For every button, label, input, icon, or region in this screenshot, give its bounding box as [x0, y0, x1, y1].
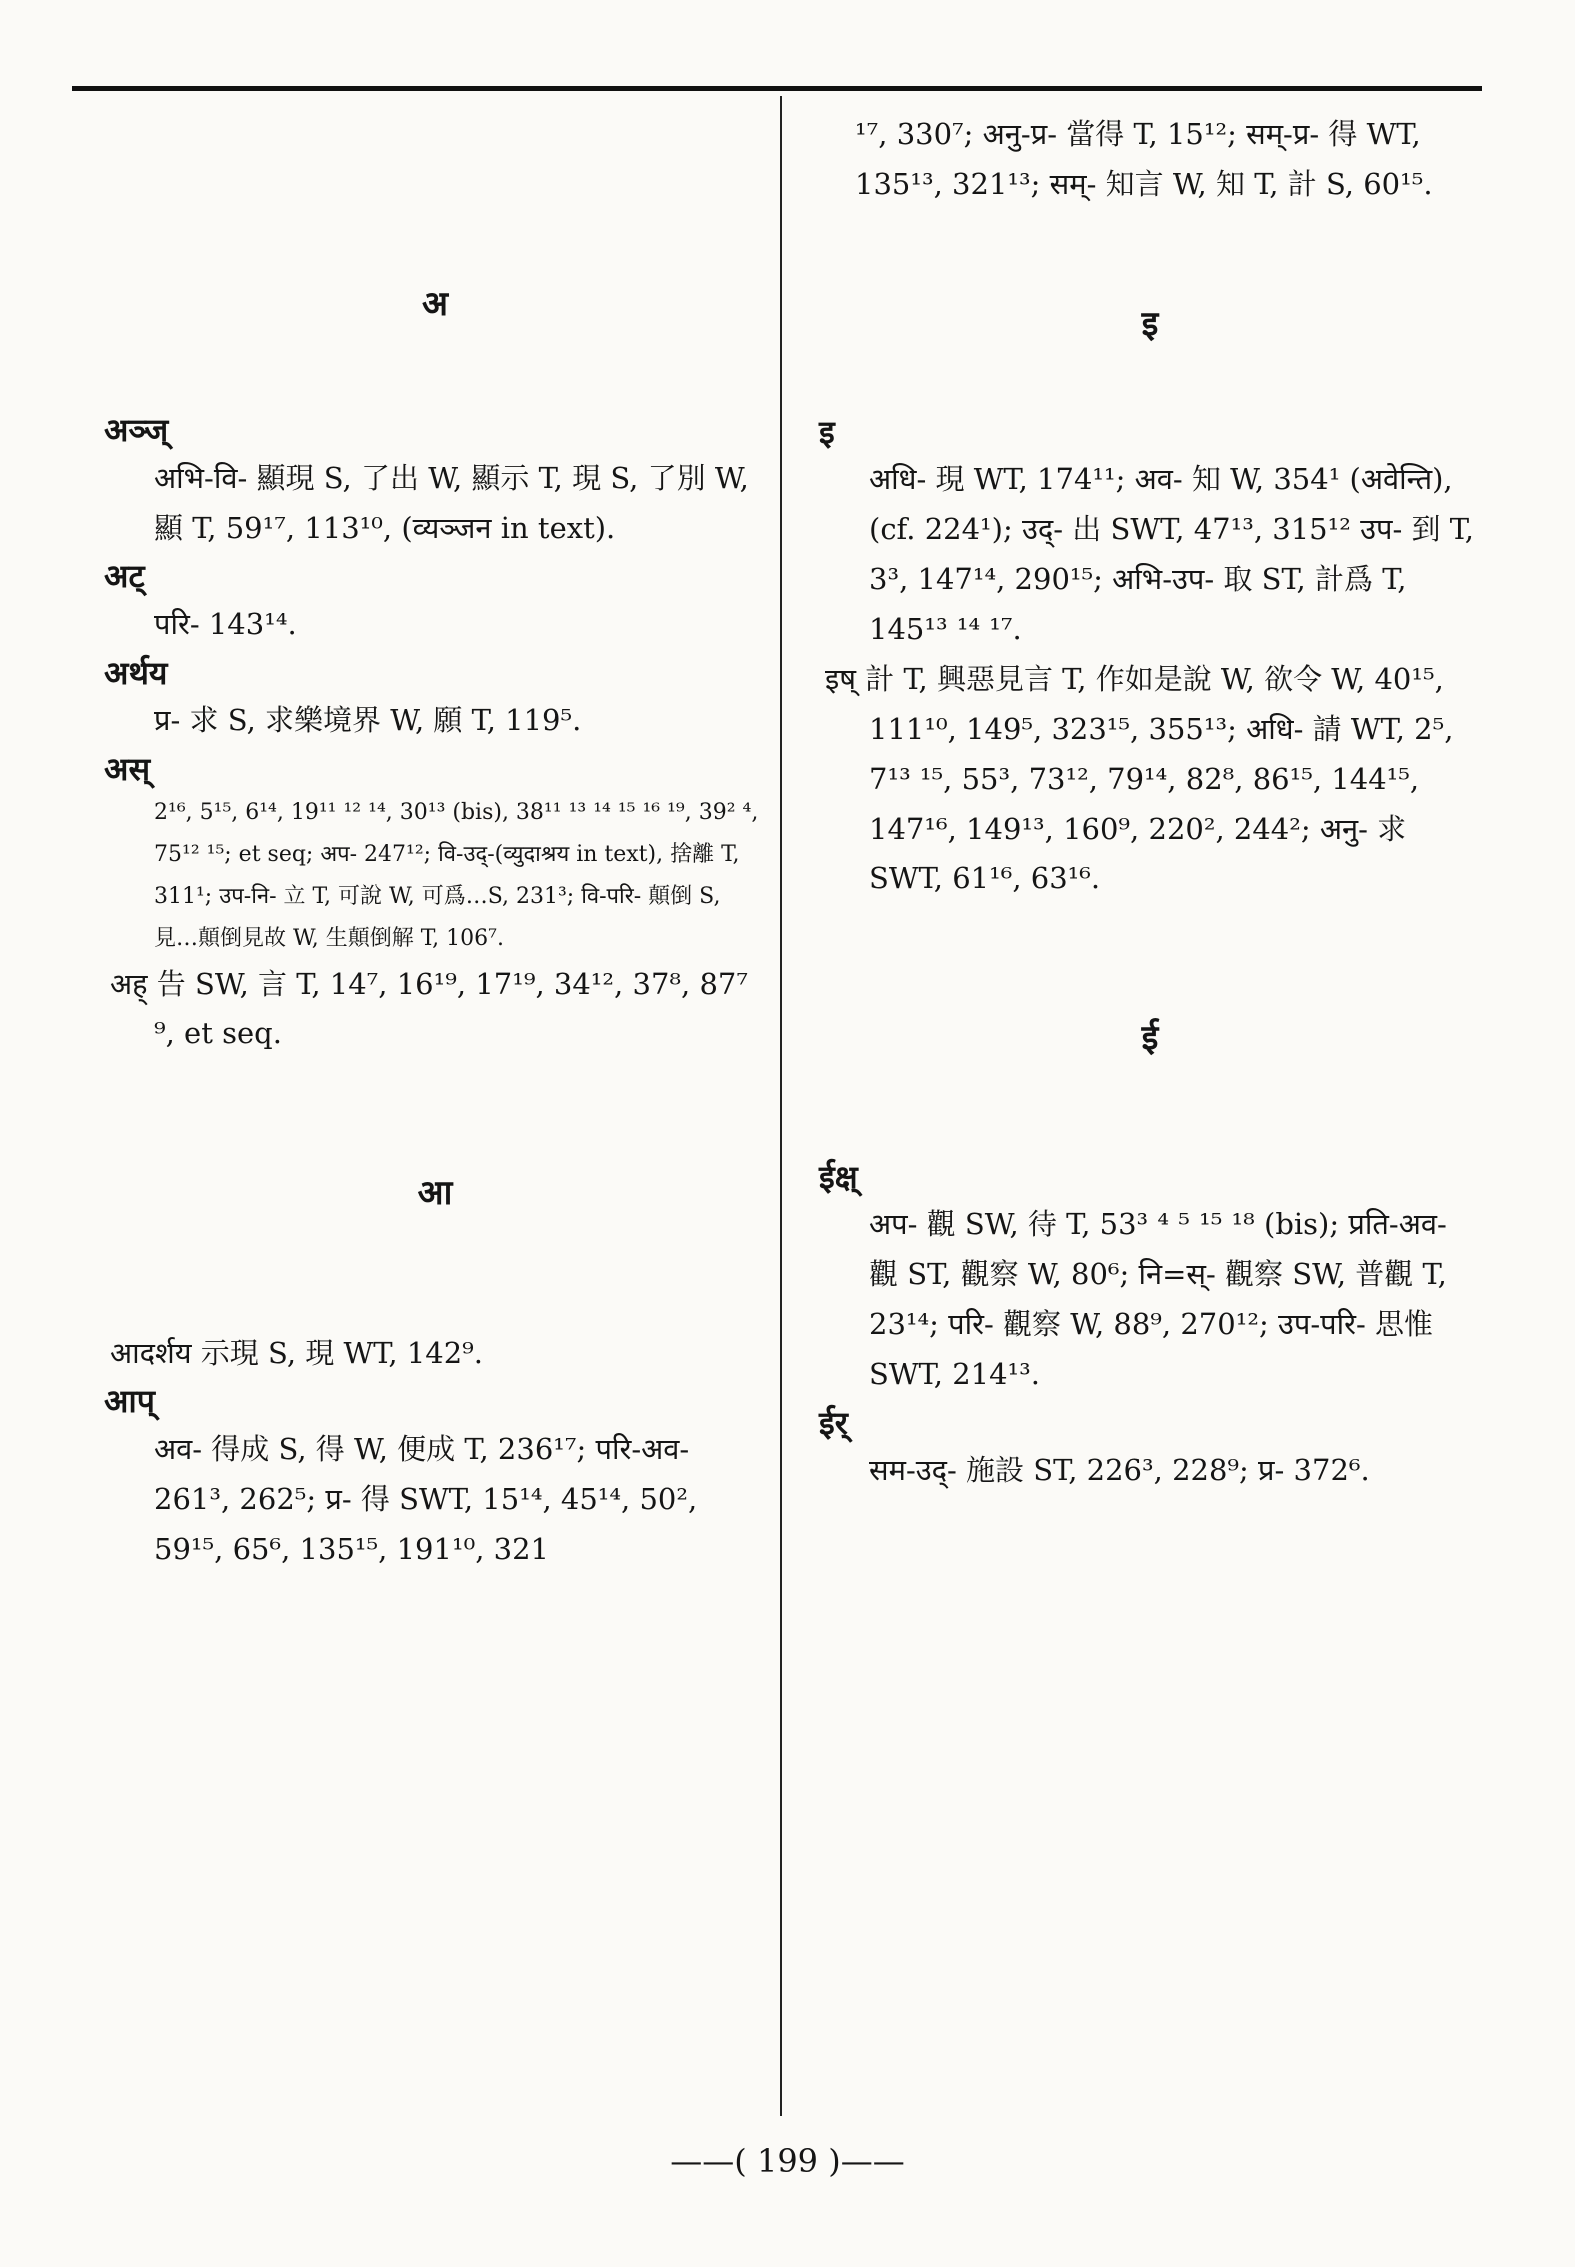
- root-iksh: ईक्ष्: [819, 1157, 858, 1196]
- column-divider: [780, 96, 782, 2116]
- entry-ish: इष् 計 T, 興惡見言 T, 作如是說 W, 欲令 W, 40¹⁵, 111¹⁰, 149⁵, 323¹⁵, 355¹³; अधि- 請 WT, 2⁵, 7¹³ ¹⁵, 55³, 73¹², 79¹⁴, 82⁸, 86¹⁵, 144¹⁵, 147¹⁶, 149¹³, 160⁹, 220², 244²; अनु- 求 SWT, 61¹⁶, 63¹⁶.: [825, 661, 1454, 896]
- entry-ah: अह् 告 SW, 言 T, 14⁷, 16¹⁹, 17¹⁹, 34¹², 37⁸, 87⁷ ⁹, et seq.: [110, 966, 748, 1051]
- root-as: अस्: [104, 749, 151, 788]
- right-column: [819, 110, 1475, 1496]
- entry-ir: सम-उद्- 施設 ST, 226³, 228⁹; प्र- 372⁶.: [869, 1452, 1370, 1487]
- entry-arth: प्र- 求 S, 求樂境界 W, 願 T, 119⁵.: [154, 703, 582, 738]
- left-column: [104, 110, 760, 1574]
- entry-iksh: अप- 觀 SW, 待 T, 53³ ⁴ ⁵ ¹⁵ ¹⁸ (bis); प्रति-अव- 觀 ST, 觀察 W, 80⁶; नि=स्- 觀察 SW, 普觀 T, 23¹⁴; परि- 觀察 W, 88⁹, 270¹²; उप-परि- 思惟 SWT, 214¹³.: [869, 1207, 1447, 1391]
- section-head-i: इ: [1141, 303, 1159, 344]
- entry-ap: अव- 得成 S, 得 W, 便成 T, 236¹⁷; परि-अव- 261³, 262⁵; प्र- 得 SWT, 15¹⁴, 45¹⁴, 50², 59¹⁵, 65⁶, 135¹⁵, 191¹⁰, 321: [154, 1431, 698, 1566]
- section-head-ii: ई: [1141, 1018, 1159, 1059]
- entry-at: परि- 143¹⁴.: [154, 606, 297, 641]
- entry-as: 2¹⁶, 5¹⁵, 6¹⁴, 19¹¹ ¹² ¹⁴, 30¹³ (bis), 38¹¹ ¹³ ¹⁴ ¹⁵ ¹⁶ ¹⁹, 39² ⁴, 75¹² ¹⁵; et seq; अप- 247¹²; वि-उद्-(व्युदाश्रय in text), 捨離 T, 311¹; उप-नि- 立 T, 可說 W, 可爲…S, 231³; वि-परि- 顛倒 S, 見…顛倒見故 W, 生顛倒解 T, 106⁷.: [154, 800, 759, 951]
- root-ir: ईर्: [819, 1403, 848, 1442]
- root-at: अट्: [104, 557, 145, 596]
- section-head-a: अ: [422, 284, 448, 324]
- entry-anj: अभि-वि- 顯現 S, 了出 W, 顯示 T, 現 S, 了別 W, 顯 T, 59¹⁷, 113¹⁰, (व्यञ्जन in text).: [154, 460, 749, 545]
- entry-ap-continued: ¹⁷, 330⁷; अनु-प्र- 當得 T, 15¹²; सम्-प्र- 得 WT, 135¹³, 321¹³; सम्- 知言 W, 知 T, 計 S, 60¹⁵.: [855, 117, 1433, 201]
- entry-adarsh: आदर्शय 示現 S, 現 WT, 142⁹.: [110, 1335, 484, 1370]
- root-anj: अञ्ज्: [104, 411, 169, 450]
- entry-i: अधि- 現 WT, 174¹¹; अव- 知 W, 354¹ (अवेन्ति), (cf. 224¹); उद्- 出 SWT, 47¹³, 315¹² उप- 到 T, 3³, 147¹⁴, 290¹⁵; अभि-उप- 取 ST, 計爲 T, 145¹³ ¹⁴ ¹⁷.: [869, 462, 1474, 647]
- section-head-aa: आ: [417, 1173, 453, 1214]
- root-arth: अर्थय: [104, 653, 168, 692]
- top-rule: [72, 86, 1482, 91]
- page-number: ——( 199 )——: [670, 2142, 905, 2180]
- root-i: इ: [819, 413, 835, 452]
- root-ap: आप्: [104, 1382, 155, 1421]
